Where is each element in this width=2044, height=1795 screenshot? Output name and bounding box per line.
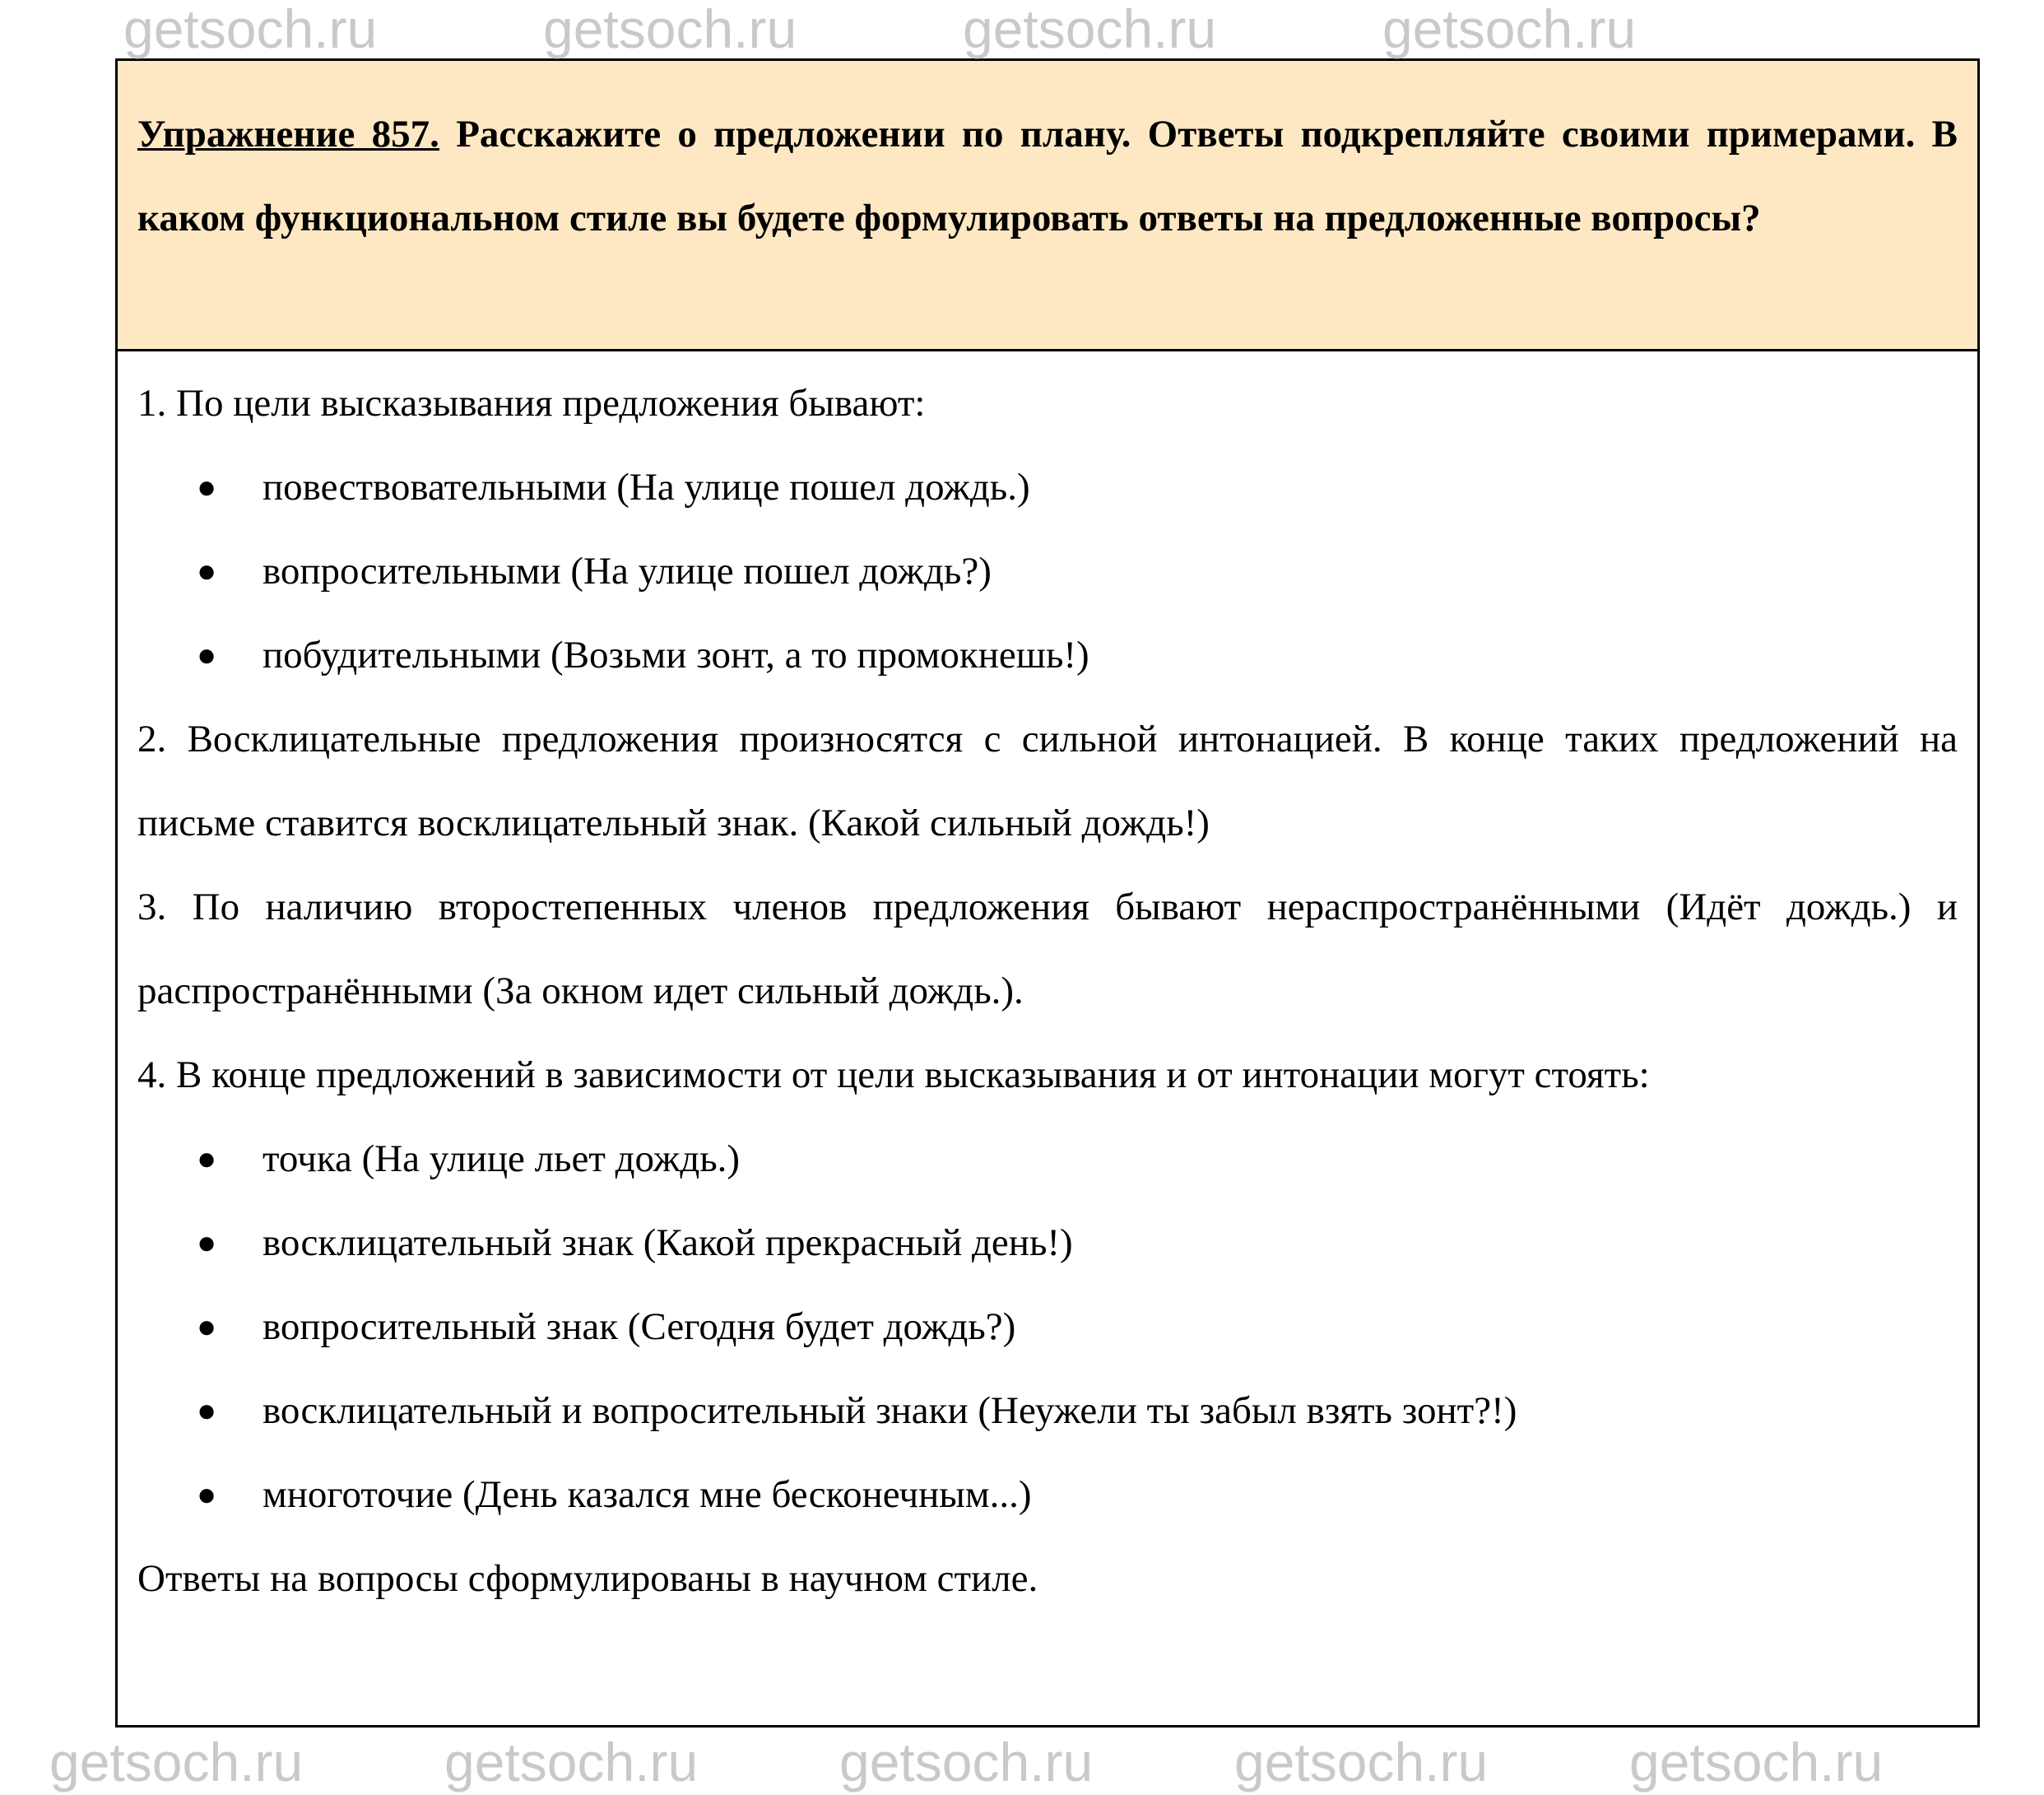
bullet-icon: ●: [197, 1224, 217, 1261]
answer-body: [118, 351, 1977, 1621]
bullet-icon: ●: [197, 552, 217, 589]
watermark: getsoch.ru: [49, 1732, 304, 1793]
answer-point-2: 2. Восклицательные предложения произносятся с сильной интонацией. В конце таких предложений на письме ставится восклицательный знак. (Какой сильный дождь!): [137, 718, 1958, 844]
list-item: ● вопросительный знак (Сегодня будет дождь?): [137, 1285, 1958, 1369]
answer-point-1: 1. По цели высказывания предложения бывают:: [137, 382, 926, 425]
conclusion: Ответы на вопросы сформулированы в научном стиле.: [137, 1557, 1038, 1600]
exercise-number: Упражнение 857.: [137, 113, 439, 156]
exercise-task: Расскажите о предложении по плану. Ответы подкрепляйте своими примерами. В каком функциональном стиле вы будете формулировать ответы на предложенные вопросы?: [137, 113, 1958, 239]
watermark: getsoch.ru: [1234, 1732, 1489, 1793]
watermark: getsoch.ru: [839, 1732, 1094, 1793]
watermark: getsoch.ru: [123, 0, 378, 59]
list-item: ● повествовательными (На улице пошел дождь.): [137, 445, 1958, 529]
list-item: ● побудительными (Возьми зонт, а то промокнешь!): [137, 613, 1958, 697]
list-item: ● восклицательный знак (Какой прекрасный день!): [137, 1201, 1958, 1285]
list-item: ● восклицательный и вопросительный знаки (Неужели ты забыл взять зонт?!): [137, 1369, 1958, 1453]
bullet-icon: ●: [197, 1140, 217, 1177]
list-item: ● многоточие (День казался мне бесконечным...): [137, 1453, 1958, 1537]
list-item: ● вопросительными (На улице пошел дождь?): [137, 529, 1958, 613]
bullet-icon: ●: [197, 1392, 217, 1429]
watermark: getsoch.ru: [1382, 0, 1637, 59]
bullet-icon: ●: [197, 1308, 217, 1345]
watermark: getsoch.ru: [1629, 1732, 1884, 1793]
exercise-header: [118, 61, 1977, 351]
answer-point-4: 4. В конце предложений в зависимости от цели высказывания и от интонации могут стоять:: [137, 1053, 1650, 1096]
list-item: ● точка (На улице льет дождь.): [137, 1117, 1958, 1201]
bullet-icon: ●: [197, 636, 217, 673]
watermark: getsoch.ru: [444, 1732, 699, 1793]
answer-point-3: 3. По наличию второстепенных членов предложения бывают нераспространёнными (Идёт дождь.) и распространёнными (За окном идет сильный дождь.).: [137, 886, 1958, 1012]
watermark: getsoch.ru: [963, 0, 1217, 59]
exercise-card: [115, 58, 1980, 1728]
bullet-icon: ●: [197, 1476, 217, 1513]
watermark: getsoch.ru: [543, 0, 797, 59]
bullet-icon: ●: [197, 468, 217, 505]
